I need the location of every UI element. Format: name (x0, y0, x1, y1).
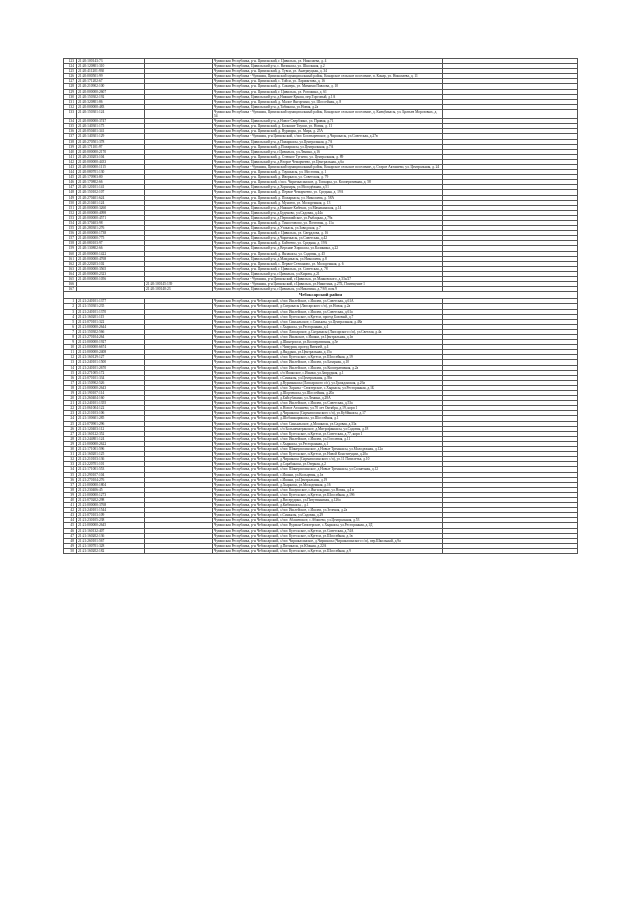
cadastral-number: 21:21:210103:136 (77, 457, 145, 462)
cadastral-number: 21:21:160202:182 (77, 548, 145, 553)
cadastral-number: 21:20:000501:99 (77, 74, 145, 79)
address: Чувашская Республика, р-н Чебоксарский, с.Хыркасы, ул.Ресторанная, д.1 (213, 441, 443, 446)
empty-cell (443, 109, 578, 118)
cadastral-number: 21:21:240101:1544 (77, 508, 145, 513)
address: Чувашская Республика, р-н Чебоксарский, с.Ишаки, ул.Кольцевая, д.1в (213, 472, 443, 477)
room-number (145, 548, 213, 553)
cadastral-number: 21:21:171001:553 (77, 467, 145, 472)
row-number: 22 (64, 406, 77, 411)
row-number: 132 (64, 104, 77, 109)
row-number: 28 (64, 436, 77, 441)
cadastral-number: 21:20:000000:1056 (77, 277, 145, 282)
row-number: 151 (64, 205, 77, 210)
address: Чувашская Республика, р-н. Цивильский, с. Тойси, ул. Ларионтова, д. 16 (213, 79, 443, 84)
row-number: 44 (64, 518, 77, 523)
cadastral-number: 21:21:244801:124 (77, 436, 145, 441)
row-number: 47 (64, 533, 77, 538)
cadastral-number: 21:20:000000:483 (77, 104, 145, 109)
row-number: 158 (64, 241, 77, 246)
cadastral-number: 21:21:270104:264 (77, 334, 145, 339)
cadastral-number: 21:20:000000:4098 (77, 210, 145, 215)
row-number: 32 (64, 457, 77, 462)
row-number: 17 (64, 380, 77, 385)
row-number: 18 (64, 385, 77, 390)
row-number: 163 (64, 266, 77, 271)
cadastral-number: 21:20:230203:104 (77, 154, 145, 159)
address: Чувашская Республика, р-н. Цивильский, д. Тувси, ул. Анатриуцкая, д. 34 (213, 69, 443, 74)
address: Чувашская Республика, р-н Чебоксарский, с/пос Ишлейское, с.Ишлеи, ул.Кооперативная, д.2а (213, 365, 443, 370)
row-number: 23 (64, 411, 77, 416)
address: Чувашская Республика, р-н Чебоксарский, д.Висерудино, ул.Пятутинникая, д.126а (213, 497, 443, 502)
address: Чувашская Республика, р-н Чебоксарский, с/пос Кшаушское, с.Янгильдино, ул.Новая, д.4 в (213, 487, 443, 492)
row-number: 128 (64, 84, 77, 89)
address: Чувашская Республика, р-н. Цивильский, г. Цивильск, ул. Советская, д. 78 (213, 266, 443, 271)
row-number: 155 (64, 226, 77, 231)
cadastral-number: 21:20:120801:310 (77, 64, 145, 69)
address: Чувашская Республика, р-н Чебоксарский, д.Байсубакино, ул.Ленина, д.28А (213, 396, 443, 401)
row-number: 50 (64, 548, 77, 553)
row-number: 21 (64, 401, 77, 406)
cadastral-number: 21:20:150302:192 (77, 94, 145, 99)
row-number: 16 (64, 375, 77, 380)
row-number: 31 (64, 452, 77, 457)
address: Чувашская Республика - Чувашия, р-н Цивильский, г.Цивильск, ул.Маяковского, д.33а/27 (213, 277, 443, 282)
cadastral-number: 21:20:270501:378 (77, 139, 145, 144)
cadastral-number: 21:21:000000:6674 (77, 345, 145, 350)
cadastral-number: 21:20:150301:124 (77, 109, 145, 118)
cadastral-number: 21:21:240101:1370 (77, 309, 145, 314)
cadastral-number: 21:21:160132:407 (77, 528, 145, 533)
address: Чувашская Республика, р-н. Цивильский, д. Степное Тугаево, ул. Центральная, д. 89 (213, 154, 443, 159)
row-number: 26 (64, 426, 77, 431)
table-row (64, 548, 578, 553)
row-number: 38 (64, 487, 77, 492)
address: Чувашская Республика, р-н Чебоксарский, с/пос Ишлейское, с.Ишлеи, ул.Гоголевая, д.11 (213, 436, 443, 441)
cadastral-number: 21:20:000000:4433 (77, 159, 145, 164)
row-number: 40 (64, 497, 77, 502)
cadastral-number: 21:20:320801:86 (77, 99, 145, 104)
row-number: 27 (64, 431, 77, 436)
row-number: 145 (64, 175, 77, 180)
address: Чувашская Республика, р-н Чебоксарский, с/пос Ишлейское, с.Ишлеи, ул.Советская, д.61А (213, 299, 443, 304)
row-number: 33 (64, 462, 77, 467)
address: Чувашская Республика, Цивильский р-н, д.Чиричкасы, ул.Советская, д.42 (213, 236, 443, 241)
address: Чувашская Республика, р-н Чебоксарский, с.Синьялы, ул.Садовая, д.29 (213, 513, 443, 518)
row-number: 136 (64, 129, 77, 134)
cadastral-number: 21:21:240101:2670 (77, 365, 145, 370)
address: Чувашская Республика, р-н Чебоксарский, с/пос Шинерпосинское, д.Новые Тренькасы, ул.Солнечная, д.12 (213, 467, 443, 472)
cadastral-number: 21:21:160202:136 (77, 533, 145, 538)
address: Чувашская Республика - Чувашия, р-н Цивильский, г.Цивильск, ул.Никитина, д.27Б, Помещение 1 (213, 282, 443, 287)
room-number (145, 109, 213, 118)
row-number: 9 (64, 340, 77, 345)
row-number: 2 (64, 304, 77, 309)
row-number: 140 (64, 149, 77, 154)
address: Чувашская Республика, р-н Чебоксарский, с/п Ишакское, с.Ишаки, ул.Запрудная, д.1 (213, 370, 443, 375)
cadastral-number: 21:21:000000:2644 (77, 324, 145, 329)
row-number: 156 (64, 231, 77, 236)
cadastral-number: 21:21:000000:1927 (77, 340, 145, 345)
row-number: 15 (64, 370, 77, 375)
address: Чувашская Республика, р-н Чебоксарский, с/пос Кугесьское, п.Кугеси, ул.Советская, д.74А (213, 528, 443, 533)
address: Чувашская Республика, р-н. Цивильский, с/пос. Чиричкасинское, д. Топкары, ул. Кооперативная, д. 58 (213, 180, 443, 185)
cadastral-number: 21:21:000000:1273 (77, 492, 145, 497)
address: Чувашская Республика, р-н Чебоксарский, с/пос Ишлейское, с.Ишлеи, ул.Базарная, д.10 (213, 360, 443, 365)
address: Чувашская Республика, р-н Чебоксарский, с/пос Вурман-Сюктерское, с.Хыркасы, ул.Ресторанная, д.1Д (213, 523, 443, 528)
row-number: 14 (64, 365, 77, 370)
row-number: 25 (64, 421, 77, 426)
row-number: 126 (64, 74, 77, 79)
cadastral-number: 21:21:210103:106 (77, 411, 145, 416)
row-number: 142 (64, 159, 77, 164)
address: Чувашская Республика, р-н Чебоксарский, с/пос Ишакское, с.Ишаки, ул.Центральная, д.1в (213, 334, 443, 339)
cadastral-number: 21:21:271005:172 (77, 370, 145, 375)
cadastral-number: 21:21:160122:352 (77, 431, 145, 436)
row-number: 152 (64, 210, 77, 215)
row-number: 131 (64, 99, 77, 104)
address: Чувашская Республика, р-н Чебоксарский, д.Вурманкасы (Лапсарского с/п), ул.Гражданская, д.2ба (213, 380, 443, 385)
address: Чувашская Республика, р-н. Цивильский, г. Цивильск, ул. Николаева, д. 4 (213, 59, 443, 64)
row-number: 153 (64, 215, 77, 220)
cadastral-number: 21:20:120101:141 (77, 185, 145, 190)
row-number: 146 (64, 180, 77, 185)
cadastral-number: 21:20:000000:1422 (77, 251, 145, 256)
row-number: 139 (64, 144, 77, 149)
address: Чувашская Республика, Цивильский р-н, д.Нижние Кунаш, пер.Торговый, д.1А (213, 94, 443, 99)
address: Чувашская Республика, р-н Чебоксарский, с.Ишаки, ул.Центральная, д.19 (213, 477, 443, 482)
address: Чувашская Республика, р-н Чебоксарский, с.Синьялы, ул.Центральная, д.39а (213, 375, 443, 380)
row-number: 19 (64, 391, 77, 396)
row-number: 138 (64, 139, 77, 144)
cadastral-number: 21:21:070901:296 (77, 421, 145, 426)
row-number: 41 (64, 503, 77, 508)
row-number: 133 (64, 109, 77, 118)
address: Чувашская Республика, р-н. Цивильский, д. Мунсюп, ул. Молодежная, д. 13 (213, 200, 443, 205)
address: Чувашская Республика, р-н. Цивильский, г. Цивильск, ул. Рогожина, д. 61 (213, 89, 443, 94)
row-number: 147 (64, 185, 77, 190)
address: Чувашская Республика, р-н. Цивильский, г. Цивильск, ул. Свердлова, д. 16 (213, 231, 443, 236)
row-number: 30 (64, 447, 77, 452)
row-number: 143 (64, 164, 77, 169)
cadastral-number: 21:20:000000:4571 (77, 215, 145, 220)
cadastral-number: 21:21:240101:1355 (77, 401, 145, 406)
section-row (64, 292, 578, 299)
address: Чувашская Республика, Цивильский р-н, д.Утакасы, ул.Заводская, д.7 (213, 226, 443, 231)
address: Чувашская Республика, р-н Чебоксарский, с/пос Кугесьское, п.Кугеси, ул.Шоссейная, д.19 (213, 355, 443, 360)
row-number: 48 (64, 538, 77, 543)
address: Чувашская Республика, Цивильский р-н, д.Табикасы, ул.Новая, д.2а (213, 104, 443, 109)
address: Чувашская Республика, р-н Чебоксарский, д.Шинерпоси, ул.Кооперативная, д.5е (213, 340, 443, 345)
cadastral-number: 21:21:000000:2622 (77, 441, 145, 446)
row-number: 24 (64, 416, 77, 421)
cadastral-number: 21:20:150102:107 (77, 190, 145, 195)
address: Чувашская Республика, р-н. Цивильский, д.Пожаркасы, ул.Центральная, д.7А (213, 144, 443, 149)
address: Чувашская Республика, р-н Чебоксарский, д.Питикасы, ул.Южная, д.22А (213, 543, 443, 548)
cadastral-number: 21:20:000000:2323 (77, 271, 145, 276)
cadastral-number: 21:21:100701:328 (77, 543, 145, 548)
cadastral-number: 21:20:000000:1115 (77, 164, 145, 169)
cadastral-number: 21:20:171101:97 (77, 144, 145, 149)
address: Чувашская Республика, р-н Чебоксарский, с/пос Кугесьское, п.Кугеси, ул.Шоссейная, д.9 (213, 548, 443, 553)
address: Чувашская Республика, р-н Чебоксарский, с/пос Кугесьское, п.Кугеси, проезд Базовый, д.7 (213, 314, 443, 319)
row-number: 12 (64, 355, 77, 360)
cadastral-number: 21:20:000000:2170 (77, 149, 145, 154)
cadastral-number: 21:21:070202:298 (77, 497, 145, 502)
address: Чувашская Республика, р-н Чебоксарский, д.Кибешкасы, , д.1 (213, 503, 443, 508)
cadastral-number: 21:20:370403:98 (77, 221, 145, 226)
cadastral-number: 21:21:000000:2408 (77, 350, 145, 355)
cadastral-number: 21:20:210401:124 (77, 200, 145, 205)
address: Чувашская Республика, Цивильский р-н, д.Буденово, ул.Садовая, д.44а (213, 210, 443, 215)
cadastral-number: 21:21:120403:112 (77, 426, 145, 431)
row-number: 134 (64, 119, 77, 124)
cadastral-number: 21:21:100601:285 (77, 416, 145, 421)
address: Чувашская Республика, р-н Чебоксарский, с/пос Синьяльское, с.Синьялы, ул.Центральная, д.48а (213, 319, 443, 324)
cadastral-number: 21:20:000000:3565 (77, 266, 145, 271)
cadastral-number: 21:20:130802:66 (77, 246, 145, 251)
row-number: 135 (64, 124, 77, 129)
address: Чувашская Республика, р-н Чебоксарский, с/п Большекатракское, д.Митрофанкасы, ул.Садовая, д.18 (213, 426, 443, 431)
cadastral-number: 21:20:050401:341 (77, 129, 145, 134)
address: Чувашская Республика, Цивильский р-н, д.Второе Чемарчеево, ул.Центральная, д.6а (213, 159, 443, 164)
row-number: 42 (64, 508, 77, 513)
row-number: 39 (64, 492, 77, 497)
cadastral-number: 21:20:000000:4768 (77, 256, 145, 261)
address: Чувашская Республика, р-н Чебоксарский, с/пос Чиршкасинское, д.Чиршкасы (Чиршкасинского с/п), пер.Школьный, д.9а (213, 538, 443, 543)
cadastral-number: 21:20:411201:930 (77, 69, 145, 74)
address: Чувашская Республика, р-н Чебоксарский, д.Чиршкасы (Сирмапосинского с/п), ул.11 Пятилетка, д.10 (213, 457, 443, 462)
address: Чувашская Республика, Цивильский р-н, д.Новое Сверблино, ул. Привая, д.71 (213, 119, 443, 124)
row-number: 3 (64, 309, 77, 314)
address: Чувашская Республика, р-н. Цивильский, д. Иворкаси, ул. Советская, д. 79 (213, 175, 443, 180)
address: Чувашская Республика, Цивильский р-н, г.Цивильск, ул.Кирова, д.21 (213, 271, 443, 276)
address: Чувашская Республика, р-н. Цивильский, д. Малое Янгорчино, ул. Шоссейная, д. 8 (213, 99, 443, 104)
row-number: 159 (64, 246, 77, 251)
room-number: 21:20:100145:139 (145, 282, 213, 287)
row-number: 11 (64, 350, 77, 355)
cadastral-number: 21:20:000000:1738 (77, 231, 145, 236)
cadastral-number: 21:20:000000:775 (77, 236, 145, 241)
cadastral-number: 21:21:150902:526 (77, 380, 145, 385)
cadastral-number: 21:20:000000:2607 (77, 89, 145, 94)
address: Чувашская Республика, р-н. Цивильский, д. Таушкасы, ул. Мостовая, д. 1 (213, 170, 443, 175)
cadastral-number: 21:21:150302:566 (77, 329, 145, 334)
row-number: 7 (64, 329, 77, 334)
cadastral-number: 21:21:000000:3768 (77, 503, 145, 508)
address: Чувашская Республика, р-н. Цивильский, д. Большие Тиуши, ул. Новая, д. 11 (213, 124, 443, 129)
address: Чувашская Республика, р-н Чебоксарский, д.Чиршкасы (Сирмапосинского с/п), ул.Кубйькасы, д.17 (213, 411, 443, 416)
cadastral-number: 21:21:160201:125 (77, 452, 145, 457)
cadastral-number: 21:21:260101:567 (77, 538, 145, 543)
table-body-group2 (64, 299, 578, 554)
address: Чувашская Республика, р-н. Цивильский, д. Тинсотовопо, ул. Почтовая, д. 11а (213, 221, 443, 226)
address: Чувашская Республика - Чувашия, Цивильский муниципальный район, Конарское сельское поселение, д. Старое Акташево, ул. Центральная, д. 24 (213, 164, 443, 169)
row-number: 13 (64, 360, 77, 365)
cadastral-number: 21:21:000000:2643 (77, 385, 145, 390)
address: Чувашская Республика, р-н Чебоксарский, д.Сятракасы (Лапсарского с/п), ул.Новая, д.2а (213, 304, 443, 309)
address: Чувашская Республика, р-н Чебоксарский, с/пос Ишлейское, с.Ишлеи, ул.Советская, д.53а (213, 401, 443, 406)
address: Чувашская Республика, р-н Чебоксарский, с/пос Кугесьское, п.Кугеси, ул.Советская, д.77, корп 1 (213, 431, 443, 436)
address: Чувашская Республика - Чувашия, Цивильский муниципальный район, Конарское сельское поселение, д. Кнецбикасы, ул. Братьев Морозовых, д. 54 (213, 109, 443, 118)
cadastral-number: 21:21:070103:109 (77, 513, 145, 518)
address: Чувашская Республика, Цивильский р-н, с. Визикасы, ул. Школьная, д.2 (213, 64, 443, 69)
row-number: 127 (64, 79, 77, 84)
address: Чувашская Республика, р-н. Цивильский, д. Вурмары, ул. Мира, д. 25А (213, 129, 443, 134)
cadastral-number: 21:21:240101:1500 (77, 360, 145, 365)
cadastral-number: 21:21:150301:235 (77, 304, 145, 309)
address: Чувашская Республика, Цивильский р-н, д.Хорнзары, ул.Молодёжная, д.51 (213, 185, 443, 190)
row-number: 35 (64, 472, 77, 477)
cadastral-number: 21:21:000000:1804 (77, 482, 145, 487)
address: Чувашская Республика, р-н Чебоксарский, с/пос Хорнзы - Сюктерское, с.Хыркасы, ул.Ресторанная, д.1Б (213, 385, 443, 390)
row-number: 165 (64, 277, 77, 282)
row-number: 137 (64, 134, 77, 139)
row-number: 144 (64, 170, 77, 175)
address: Чувашская Республика, р-н. Цивильский, д. Сакмерь, ул. Мимими Павлова, д. 10 (213, 84, 443, 89)
cadastral-number: 21:20:210902:100 (77, 84, 145, 89)
empty-cell (443, 548, 578, 553)
address: Чувашская Республика, р-н Чебоксарский, с/пос Лапсарское, д.Сятракасы (Лапсарского с/п), ул.Светлая, д.4а (213, 329, 443, 334)
row-number: 29 (64, 441, 77, 446)
row-number: 130 (64, 94, 77, 99)
cadastral-number: 21:20:000000:3260 (77, 205, 145, 210)
row-number: 8 (64, 334, 77, 339)
cadastral-number: 21:21:240101:1377 (77, 299, 145, 304)
row-number: 123 (64, 59, 77, 64)
row-number: 124 (64, 64, 77, 69)
row-number: 157 (64, 236, 77, 241)
address: Чувашская Республика, р-н Чебоксарский, с/пос Ишлейское, с.Ишлеи, ул.Зеленая, д.2а (213, 508, 443, 513)
cadastral-number: 21:20:170903:80 (77, 175, 145, 180)
row-number: 149 (64, 195, 77, 200)
registry-sheet (63, 58, 577, 554)
address: Чувашская Республика, р-н. Цивильский, с. Первое Степаново, ул. Молодежная, д. 6 (213, 261, 443, 266)
cadastral-number: 21:20:140301:175 (77, 124, 145, 129)
row-number: 20 (64, 396, 77, 401)
row-number: 161 (64, 256, 77, 261)
cadastral-number: 21:21:260404:160 (77, 396, 145, 401)
row-number: 34 (64, 467, 77, 472)
address: Чувашская Республика, р-н Чебоксарский, с/пос Кугесьское, п.Кугеси, ул.Шоссейная, д.19б (213, 492, 443, 497)
address: Чувашская Республика, Цивильский р-н, г.Цивильск, ул.Никитина, д.7/69, пом.9 (213, 287, 443, 292)
address: Чувашская Республика, р-н Чебоксарский, с/пос Кугесьское, п.Кугеси, ул.Шоссейная, д.1в (213, 533, 443, 538)
address: Чувашская Республика - Чувашия, Цивильский муниципальный район, Конарское сельское поселение, п. Конар, ул. Николаева, д. 11 (213, 74, 443, 79)
cadastral-number: 21:20:270401:624 (77, 195, 145, 200)
table-row (64, 109, 578, 118)
address: Чувашская Республика, р-н Чебоксарский, с.Хыркасы, ул.Ресторанная, д.4 (213, 324, 443, 329)
cadastral-number: 21:21:000000:2645 (77, 523, 145, 528)
cadastral-number: 21:21:220701:101 (77, 462, 145, 467)
cadastral-number: 21:21:061004:122 (77, 406, 145, 411)
row-number: 5 (64, 319, 77, 324)
table-body-group1 (64, 59, 578, 292)
cadastral-number: 21:20:100143:73 (77, 59, 145, 64)
address: Чувашская Республика, р-н Чебоксарский, с/пос Кугесьское, п.Кугеси, ул.Новой Конституции, д.20а (213, 452, 443, 457)
row-number: 4 (64, 314, 77, 319)
row-number: 166 (64, 282, 77, 287)
row-number: 150 (64, 200, 77, 205)
address: Чувашская Республика, Цивильский р-н, д.Нижние Кибекси, ул.Мамакинская, д.14 (213, 205, 443, 210)
address: Чувашская Республика, р-н Чебоксарский, д.Шобашкарикасы, ул.Шоссейная, д.1 (213, 416, 443, 421)
cadastral-number: 21:20:171202:67 (77, 79, 145, 84)
row-number: 45 (64, 523, 77, 528)
row-number: 6 (64, 324, 77, 329)
cadastral-number: 21:21:171001:596 (77, 447, 145, 452)
row-number: 167 (64, 287, 77, 292)
cadastral-number: 21:21:160129:127 (77, 355, 145, 360)
address: Чувашская Республика, р-н Чебоксарский, с/пос Ишлейское, с.Ишлеи, ул.Советская, д.61а (213, 309, 443, 314)
cadastral-number: 21:21:230105:238 (77, 518, 145, 523)
address: Чувашская Республика, р-н Чебоксарский, с/пос Синьяльское, д.Мошкасы, ул.Садовая, д.33а (213, 421, 443, 426)
cadastral-number: 21:21:160201:115 (77, 314, 145, 319)
cadastral-number: 21:21:070101:334 (77, 375, 145, 380)
row-number: 49 (64, 543, 77, 548)
address: Чувашская Республика, р-н. Цивильский, д. Байтеево, ул. Средняя, д. 19А (213, 241, 443, 246)
row-number: 154 (64, 221, 77, 226)
cadastral-number: 21:20:170802:66 (77, 180, 145, 185)
cadastral-number: 21:20:080103:97 (77, 241, 145, 246)
address: Чувашская Республика, р-н. Цивильский, д. Первое Чемарчеево, ул. Средняя, д. 19А (213, 190, 443, 195)
address: Чувашская Республика, р-н Чебоксарский, д.Хыркасы, ул.Молодежная, д.16 (213, 482, 443, 487)
address: Чувашская Республика, Цивильский р-н, д.Верхние Хиршасы, ул.Калинина, д.22 (213, 246, 443, 251)
cadastral-number: 21:20:080701:130 (77, 170, 145, 175)
address: Чувашская Республика, р-н. Цивильский, д. Пожаркасы, ул. Николаева, д. 58А (213, 195, 443, 200)
row-number: 36 (64, 477, 77, 482)
row-number: 43 (64, 513, 77, 518)
address: Чувашская Республика, Цивильский р-н, д.Пожаркасы, ул.Центральная, д.7А (213, 139, 443, 144)
cadastral-number: 21:20:280301:276 (77, 226, 145, 231)
address: Чувашская Республика, р-н Чебоксарский, с.Чимурии, проезд Витязей, д.4 (213, 345, 443, 350)
address: Чувашская Республика, Цивильский р-н, г.Цивильск, ул.Ленина, д.16 (213, 149, 443, 154)
registry-table (63, 58, 578, 554)
cadastral-number: 21:21:070101:322 (77, 319, 145, 324)
address: Чувашская Республика, р-н Чебоксарский, д.Янддыш, ул.Центральная, д.15а (213, 350, 443, 355)
row-number: 129 (64, 89, 77, 94)
address: Чувашская Республика, р-н Чебоксарский, с/пос Абашевское, с.Абашево, ул.Центральная, д.53 (213, 518, 443, 523)
row-number: 148 (64, 190, 77, 195)
row-number: 160 (64, 251, 77, 256)
cadastral-number: 21:21:190107:114 (77, 391, 145, 396)
address: Чувашская Республика, Цивильский р-н, д.Мамдикасы, ул.Николаева, д.8 (213, 256, 443, 261)
cadastral-number: 21:21:290107:104 (77, 472, 145, 477)
row-number: 141 (64, 154, 77, 159)
cadastral-number: 21:21:270104:276 (77, 477, 145, 482)
row-number: 125 (64, 69, 77, 74)
address: Чувашская Республика - Чувашия, р-н Цивильский, с/пос Богатыревское, д.Чиршкасы, ул.Советская, д.27в (213, 134, 443, 139)
room-number: 21:20:100140:23 (145, 287, 213, 292)
address: Чувашская Республика, р-н Чебоксарский, д.Сарабакасы, ул.Озерная, д.2 (213, 462, 443, 467)
row-number: 37 (64, 482, 77, 487)
address: Чувашская Республика, р-н Чебоксарский, д.Шорчекасы, ул.Шоссейная, д.20а (213, 391, 443, 396)
row-number: 1 (64, 299, 77, 304)
row-number: 162 (64, 261, 77, 266)
cadastral-number: 21:20:000000:3747 (77, 119, 145, 124)
row-number: 46 (64, 528, 77, 533)
table-section (64, 292, 578, 299)
cadastral-number: 21:21:230406:45 (77, 487, 145, 492)
cadastral-number: 21:20:140301:129 (77, 134, 145, 139)
address: Чувашская Республика, р-н Чебоксарский, п.Новое Атлашево, ул.70 лет Октября, д.19, корп 1 (213, 406, 443, 411)
row-number: 10 (64, 345, 77, 350)
address: Чувашская Республика, р-н. Цивильский, д. Янзакасы, ул. Садовая, д. 45 (213, 251, 443, 256)
row-number: 164 (64, 271, 77, 276)
address: Чувашская Республика, Цивильский р-н, д.Первомайское, ул.Рыбацкая, д.79а (213, 215, 443, 220)
section-title: Чебоксарский район (64, 292, 578, 299)
address: Чувашская Республика, р-н Чебоксарский, с/пос Шинерпосинское, д.Новые Тренькасы, ул.Молодежная, д.12а (213, 447, 443, 452)
cadastral-number: 21:20:220203:102 (77, 261, 145, 266)
